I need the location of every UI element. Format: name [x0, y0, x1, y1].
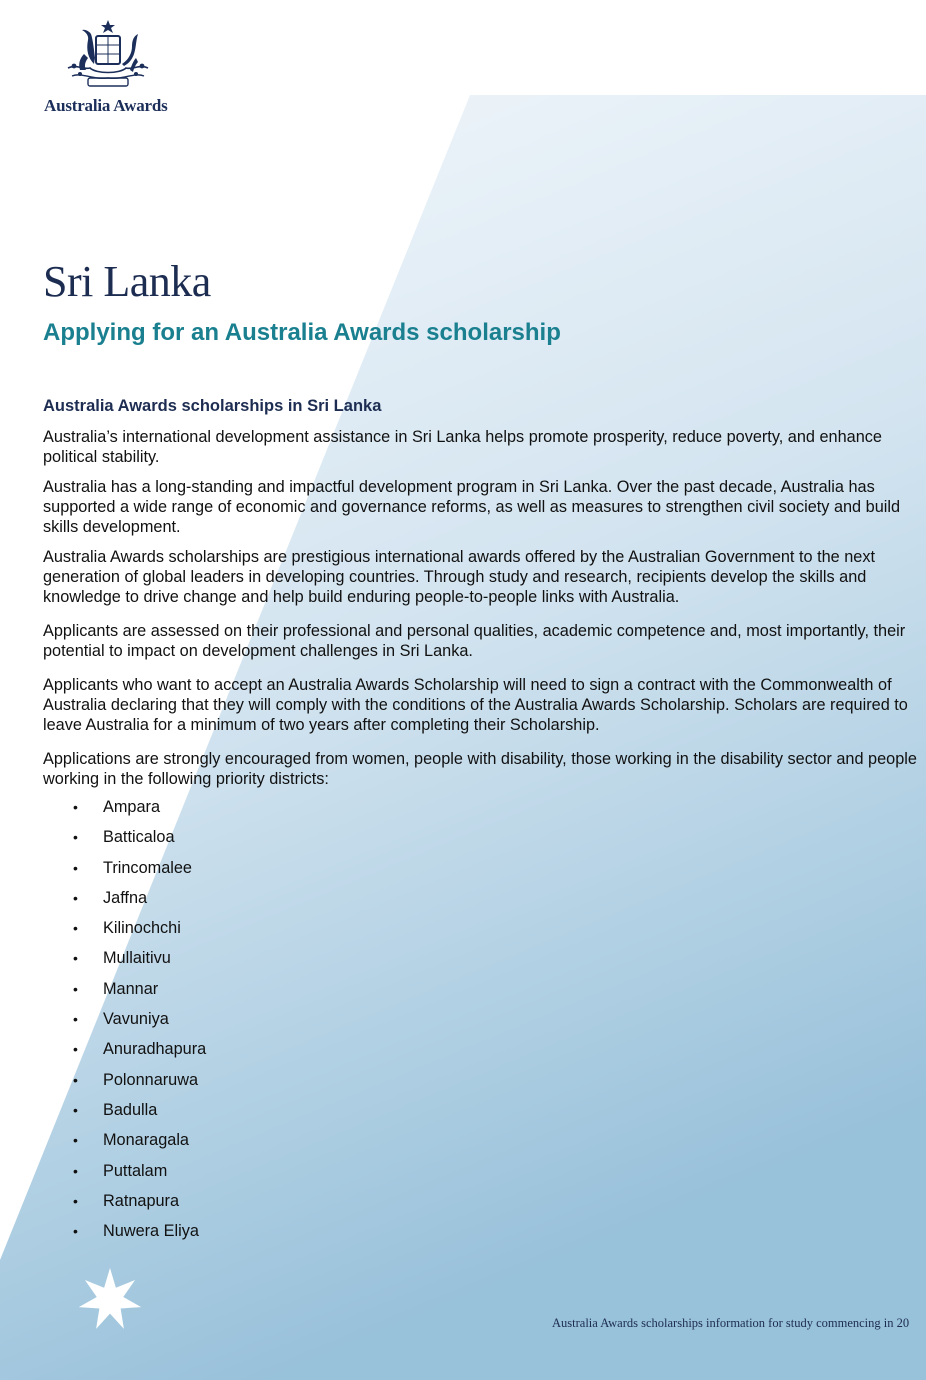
district-list-item [43, 1220, 206, 1250]
district-list-item [43, 1190, 206, 1220]
bullet-icon: • [73, 1011, 78, 1028]
bullet-icon: • [73, 799, 78, 815]
paragraph: Australia has a long-standing and impactful development program in Sri Lanka. Over the past decade, Australia has supported a wide range of economic and governance reforms, as well as measures to strengthen civil society and build skills development. [43, 478, 901, 536]
district-name: Monaragala [103, 1131, 189, 1150]
page-subtitle: Applying for an Australia Awards scholarship [43, 319, 561, 346]
paragraph: Applicants who want to accept an Australia Awards Scholarship will need to sign a contract with the Commonwealth of Australia declaring that they will comply with the conditions of the Australia Awards Scholarship. Scholars are required to leave Australia for a minimum of two years after completing their Scholarship. [43, 676, 908, 734]
bullet-icon: • [73, 859, 78, 876]
district-list-item [43, 1099, 206, 1129]
bullet-icon: • [73, 1162, 78, 1179]
district-list-item [43, 917, 206, 947]
paragraph: Applications are strongly encouraged from women, people with disability, those working in the disability sector and people working in the following priority districts: [43, 750, 917, 788]
district-name: Badulla [103, 1100, 158, 1119]
bullet-icon: • [73, 1132, 78, 1149]
district-name: Ratnapura [103, 1191, 180, 1210]
district-name: Batticaloa [103, 828, 175, 847]
district-name: Kilinochchi [103, 919, 181, 938]
district-list-item [43, 1069, 206, 1099]
district-list-item [43, 857, 206, 887]
logo-text: Australia Awards [44, 96, 168, 115]
bullet-icon: • [73, 889, 78, 906]
bullet-icon: • [73, 1192, 78, 1209]
bullet-icon: • [73, 1223, 78, 1240]
district-name: Mannar [103, 979, 159, 998]
priority-districts-list [43, 796, 206, 1250]
district-list-item [43, 947, 206, 977]
coat-of-arms-icon [58, 18, 158, 94]
bullet-icon: • [73, 980, 78, 997]
district-list-item [43, 826, 206, 856]
district-list-item [43, 887, 206, 917]
australia-awards-logo [44, 18, 178, 116]
bullet-icon: • [73, 1041, 78, 1058]
district-list-item [43, 796, 206, 826]
district-name: Trincomalee [103, 858, 192, 877]
paragraph: Australia Awards scholarships are prestigious international awards offered by the Australian Government to the next generation of global leaders in developing countries. Through study and research, recipients develop the skills and knowledge to drive change and help build enduring people-to-people links with Australia. [43, 548, 876, 606]
district-list-item [43, 1008, 206, 1038]
district-name: Mullaitivu [103, 949, 171, 968]
bullet-icon: • [73, 950, 78, 967]
district-name: Ampara [103, 798, 161, 816]
district-list-item [43, 978, 206, 1008]
district-name: Jaffna [103, 888, 148, 907]
bullet-icon: • [73, 920, 78, 937]
district-name: Anuradhapura [103, 1040, 207, 1059]
body-text [43, 427, 925, 789]
paragraph: Applicants are assessed on their professional and personal qualities, academic competence and, most importantly, their potential to impact on development challenges in Sri Lanka. [43, 622, 906, 660]
district-name: Polonnaruwa [103, 1070, 199, 1089]
district-list-item [43, 1038, 206, 1068]
district-list-item [43, 1160, 206, 1190]
bullet-icon: • [73, 829, 78, 846]
section-heading: Australia Awards scholarships in Sri Lanka [43, 397, 382, 415]
district-name: Nuwera Eliya [103, 1222, 199, 1241]
paragraph: Australia’s international development assistance in Sri Lanka helps promote prosperity, reduce poverty, and enhance political stability. [43, 428, 882, 466]
page-title: Sri Lanka [43, 257, 211, 306]
bullet-icon: • [73, 1101, 78, 1118]
seven-point-star-icon [76, 1267, 144, 1333]
district-name: Vavuniya [103, 1010, 169, 1029]
footer-text: Australia Awards scholarships information for study commencing in 20 [552, 1316, 910, 1330]
bullet-icon: • [73, 1071, 78, 1088]
district-name: Puttalam [103, 1161, 168, 1180]
district-list-item [43, 1129, 206, 1159]
